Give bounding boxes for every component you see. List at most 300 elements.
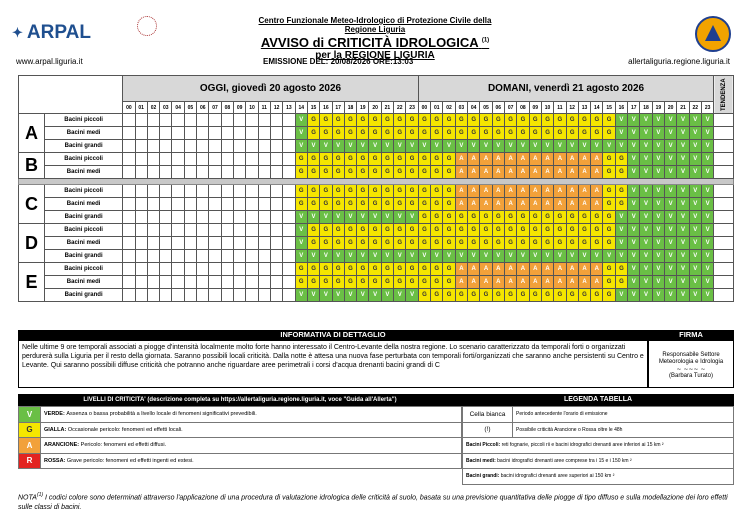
level-cell: G <box>307 166 319 179</box>
level-cell: G <box>443 153 455 166</box>
hour-label: 01 <box>135 102 147 114</box>
hour-label: 07 <box>504 102 516 114</box>
level-cell <box>209 263 221 276</box>
level-cell: V <box>431 140 443 153</box>
hour-label: 17 <box>332 102 344 114</box>
level-cell: A <box>504 153 516 166</box>
level-cell <box>246 114 258 127</box>
level-cell: G <box>406 224 418 237</box>
level-cell: G <box>443 127 455 140</box>
level-cell <box>147 185 159 198</box>
zone-label: D <box>19 224 45 263</box>
hour-label: 12 <box>566 102 578 114</box>
tendenza-cell <box>714 127 734 140</box>
level-cell: G <box>320 276 332 289</box>
level-cell <box>221 185 233 198</box>
level-cell: A <box>504 263 516 276</box>
level-cell: A <box>591 166 603 179</box>
tendenza-cell <box>714 289 734 302</box>
level-cell: V <box>332 140 344 153</box>
level-cell: V <box>628 289 640 302</box>
level-cell <box>283 140 295 153</box>
level-cell: G <box>406 127 418 140</box>
firma-role: Responsabile Settore Meteorologia e Idrologia <box>658 352 724 365</box>
level-cell: V <box>628 224 640 237</box>
zone-label: C <box>19 185 45 224</box>
level-cell: V <box>554 140 566 153</box>
bacino-label: Bacini medi <box>45 237 123 250</box>
centro-title: Centro Funzionale Meteo-Idrologico di Protezione Civile della Regione Liguria <box>258 16 492 34</box>
level-cell: V <box>295 211 307 224</box>
level-cell: V <box>344 250 356 263</box>
list-item <box>463 438 734 454</box>
level-cell: A <box>504 198 516 211</box>
level-cell <box>234 198 246 211</box>
tendenza-cell <box>714 198 734 211</box>
level-cell: G <box>357 166 369 179</box>
level-cell: G <box>431 211 443 224</box>
level-cell: A <box>455 166 467 179</box>
level-cell <box>270 140 282 153</box>
level-cell <box>283 127 295 140</box>
level-cell <box>221 237 233 250</box>
level-cell <box>258 185 270 198</box>
level-cell: A <box>455 263 467 276</box>
hour-label: 11 <box>554 102 566 114</box>
level-cell: A <box>517 198 529 211</box>
level-cell: G <box>344 114 356 127</box>
table-row <box>19 153 734 166</box>
level-cell: A <box>492 276 504 289</box>
level-cell <box>147 153 159 166</box>
level-cell: V <box>357 211 369 224</box>
level-cell: A <box>492 166 504 179</box>
level-cell <box>234 250 246 263</box>
level-cell <box>258 250 270 263</box>
level-cell: G <box>529 127 541 140</box>
level-cell <box>283 166 295 179</box>
level-cell: A <box>468 185 480 198</box>
level-cell: G <box>406 276 418 289</box>
level-cell: G <box>566 237 578 250</box>
level-cell <box>270 263 282 276</box>
level-cell <box>184 224 196 237</box>
hour-label: 00 <box>418 102 430 114</box>
level-cell: G <box>381 263 393 276</box>
bacino-label: Bacini medi <box>45 276 123 289</box>
level-cell: V <box>640 276 652 289</box>
level-cell: V <box>665 153 677 166</box>
level-cell: G <box>615 198 627 211</box>
bacino-label: Bacini piccoli <box>45 185 123 198</box>
level-cell: A <box>529 276 541 289</box>
level-cell <box>270 211 282 224</box>
level-cell: V <box>701 198 713 211</box>
level-cell: V <box>701 237 713 250</box>
hour-label: 08 <box>517 102 529 114</box>
level-cell: V <box>566 140 578 153</box>
level-cell <box>221 289 233 302</box>
hour-label: 05 <box>480 102 492 114</box>
level-cell: V <box>295 289 307 302</box>
level-cell <box>258 153 270 166</box>
zone-label: B <box>19 153 45 179</box>
livelli-table <box>18 406 462 469</box>
level-cell <box>123 263 135 276</box>
level-cell <box>172 114 184 127</box>
level-cell: V <box>394 250 406 263</box>
level-cell: V <box>615 289 627 302</box>
level-cell: V <box>677 198 689 211</box>
hour-label: 06 <box>197 102 209 114</box>
arpal-logo: ✦ ARPAL <box>12 22 91 43</box>
page-title: AVVISO di CRITICITÀ IDROLOGICA $^{(1)}$ <box>260 35 490 50</box>
tendenza-cell <box>714 185 734 198</box>
level-cell <box>209 250 221 263</box>
level-cell: G <box>406 185 418 198</box>
level-cell: V <box>615 211 627 224</box>
level-cell: G <box>517 237 529 250</box>
level-cell: V <box>701 185 713 198</box>
level-cell: G <box>615 153 627 166</box>
hour-label: 04 <box>468 102 480 114</box>
liguria-map-icon <box>19 76 123 114</box>
level-cell: V <box>689 198 701 211</box>
level-cell: G <box>529 114 541 127</box>
level-cell: G <box>504 127 516 140</box>
hour-label: 10 <box>541 102 553 114</box>
level-cell: G <box>566 224 578 237</box>
level-cell: V <box>701 166 713 179</box>
level-cell: G <box>406 198 418 211</box>
level-cell: G <box>443 224 455 237</box>
bacino-label: Bacini piccoli <box>45 153 123 166</box>
level-cell: G <box>418 185 430 198</box>
level-cell <box>160 211 172 224</box>
level-cell: V <box>652 185 664 198</box>
list-item <box>463 422 734 438</box>
table-row <box>19 276 734 289</box>
level-cell <box>234 153 246 166</box>
bacino-label: Bacini piccoli <box>45 263 123 276</box>
level-cell: G <box>307 185 319 198</box>
level-cell <box>160 289 172 302</box>
hour-label: 15 <box>307 102 319 114</box>
level-cell: V <box>480 250 492 263</box>
level-cell: G <box>492 211 504 224</box>
tendenza-cell <box>714 140 734 153</box>
level-cell: V <box>665 166 677 179</box>
level-cell <box>197 237 209 250</box>
level-cell: G <box>307 153 319 166</box>
level-cell: G <box>357 237 369 250</box>
hour-label: 06 <box>492 102 504 114</box>
level-cell <box>172 237 184 250</box>
level-cell <box>209 127 221 140</box>
level-cell: G <box>357 198 369 211</box>
level-cell: G <box>307 237 319 250</box>
level-cell: A <box>541 153 553 166</box>
level-cell: V <box>689 263 701 276</box>
table-row <box>19 211 734 224</box>
level-cell: G <box>381 185 393 198</box>
level-cell: G <box>307 114 319 127</box>
level-cell: V <box>369 140 381 153</box>
level-cell: V <box>406 140 418 153</box>
level-cell: V <box>381 250 393 263</box>
level-cell: A <box>578 276 590 289</box>
level-cell <box>123 211 135 224</box>
level-cell: G <box>394 114 406 127</box>
level-cell <box>246 140 258 153</box>
level-cell: V <box>677 140 689 153</box>
level-cell: G <box>455 289 467 302</box>
livelli-header: LIVELLI DI CRITICITA' (descrizione completa su https://allertaliguria.regione.liguria.it, voce "Guida all'Allerta") <box>18 394 462 406</box>
level-cell: A <box>517 263 529 276</box>
level-cell: V <box>677 127 689 140</box>
level-cell: V <box>701 263 713 276</box>
allerta-link[interactable]: allertaliguria.regione.liguria.it <box>628 57 730 66</box>
level-cell: G <box>480 114 492 127</box>
level-cell <box>160 198 172 211</box>
level-cell <box>123 289 135 302</box>
level-cell: V <box>320 289 332 302</box>
level-cell <box>160 224 172 237</box>
level-cell: A <box>455 185 467 198</box>
bacino-label: Bacini grandi <box>45 140 123 153</box>
level-cell: G <box>529 211 541 224</box>
level-cell <box>258 166 270 179</box>
level-cell <box>123 198 135 211</box>
level-cell: V <box>615 250 627 263</box>
level-cell: G <box>418 263 430 276</box>
page-subtitle: per la REGIONE LIGURIA <box>315 50 435 61</box>
level-cell: G <box>394 198 406 211</box>
level-cell: V <box>652 237 664 250</box>
level-cell: V <box>615 114 627 127</box>
level-cell <box>135 153 147 166</box>
level-cell: G <box>381 127 393 140</box>
hour-label: 19 <box>357 102 369 114</box>
level-cell: A <box>554 153 566 166</box>
level-cell: V <box>689 166 701 179</box>
level-cell: G <box>554 211 566 224</box>
level-cell: V <box>665 127 677 140</box>
level-cell: V <box>603 140 615 153</box>
level-cell: G <box>332 153 344 166</box>
tendenza-cell <box>714 153 734 166</box>
level-cell: V <box>492 250 504 263</box>
level-cell: V <box>640 185 652 198</box>
level-cell: G <box>295 263 307 276</box>
level-cell: A <box>529 198 541 211</box>
level-cell: A <box>455 153 467 166</box>
level-cell: G <box>591 224 603 237</box>
tendenza-cell <box>714 263 734 276</box>
bacino-label: Bacini piccoli <box>45 114 123 127</box>
level-cell: G <box>431 166 443 179</box>
level-cell <box>184 198 196 211</box>
legend-key: (!) <box>463 422 513 438</box>
level-cell: V <box>381 140 393 153</box>
level-cell: G <box>603 198 615 211</box>
level-cell: A <box>554 185 566 198</box>
level-cell: A <box>455 198 467 211</box>
level-cell: G <box>566 114 578 127</box>
level-cell: V <box>529 250 541 263</box>
level-cell: G <box>554 224 566 237</box>
level-cell: G <box>566 289 578 302</box>
level-cell <box>258 127 270 140</box>
level-cell: G <box>381 276 393 289</box>
level-cell: G <box>443 211 455 224</box>
level-cell: G <box>295 166 307 179</box>
level-cell: G <box>504 211 516 224</box>
level-cell: V <box>652 127 664 140</box>
level-cell <box>123 127 135 140</box>
level-cell: G <box>418 289 430 302</box>
level-desc: GIALLA: Occasionale pericolo: fenomeni ed effetti locali. <box>41 422 462 438</box>
level-cell <box>135 114 147 127</box>
level-cell: G <box>418 276 430 289</box>
tendenza-cell <box>714 166 734 179</box>
level-cell: G <box>369 237 381 250</box>
level-cell: G <box>418 211 430 224</box>
level-cell: V <box>689 211 701 224</box>
level-cell: V <box>307 250 319 263</box>
level-cell: G <box>344 263 356 276</box>
level-cell <box>234 211 246 224</box>
level-cell <box>197 276 209 289</box>
level-cell: V <box>665 276 677 289</box>
level-cell: G <box>344 185 356 198</box>
level-cell: G <box>492 127 504 140</box>
level-cell: G <box>381 114 393 127</box>
level-cell: V <box>689 224 701 237</box>
legend-desc: Periodo antecedente l'orario di emissione <box>513 407 734 423</box>
level-cell <box>283 276 295 289</box>
level-cell: V <box>628 198 640 211</box>
level-cell: V <box>295 114 307 127</box>
level-cell <box>283 185 295 198</box>
level-cell: V <box>541 140 553 153</box>
level-cell <box>135 166 147 179</box>
level-cell: V <box>394 140 406 153</box>
level-cell: A <box>591 198 603 211</box>
level-cell: G <box>541 224 553 237</box>
level-cell: G <box>369 198 381 211</box>
level-cell: V <box>344 140 356 153</box>
level-cell: G <box>394 185 406 198</box>
level-cell: V <box>652 114 664 127</box>
level-cell: G <box>431 224 443 237</box>
level-cell: G <box>381 153 393 166</box>
level-cell: V <box>615 140 627 153</box>
legend-bacino: Bacini grandi: bacini idrografici drenanti aree superiori ai 150 km ² <box>463 469 734 485</box>
level-cell <box>270 237 282 250</box>
level-cell: V <box>652 250 664 263</box>
level-cell: G <box>603 166 615 179</box>
level-cell: V <box>665 263 677 276</box>
title-box <box>253 16 497 61</box>
level-cell: G <box>615 263 627 276</box>
list-item <box>19 438 462 454</box>
level-cell: A <box>541 276 553 289</box>
level-cell: G <box>431 237 443 250</box>
level-cell: G <box>480 224 492 237</box>
tendenza-label: TENDENZA <box>714 76 734 114</box>
level-cell: G <box>357 276 369 289</box>
level-cell <box>172 289 184 302</box>
level-cell: G <box>332 127 344 140</box>
level-cell <box>221 127 233 140</box>
level-cell: V <box>406 250 418 263</box>
level-cell: V <box>701 153 713 166</box>
arpal-link[interactable]: www.arpal.liguria.it <box>16 57 83 66</box>
level-cell: G <box>578 289 590 302</box>
level-cell <box>283 153 295 166</box>
level-cell <box>246 211 258 224</box>
level-cell: G <box>431 263 443 276</box>
level-cell: G <box>517 114 529 127</box>
level-cell <box>135 263 147 276</box>
level-cell <box>197 250 209 263</box>
level-cell: G <box>332 185 344 198</box>
level-cell: V <box>468 140 480 153</box>
level-cell <box>246 153 258 166</box>
level-cell: G <box>517 289 529 302</box>
level-cell: G <box>603 114 615 127</box>
hour-label: 19 <box>652 102 664 114</box>
hour-label: 08 <box>221 102 233 114</box>
level-cell <box>172 140 184 153</box>
level-cell <box>172 185 184 198</box>
level-cell <box>147 237 159 250</box>
level-cell: V <box>701 114 713 127</box>
hour-label: 07 <box>209 102 221 114</box>
hour-label: 00 <box>123 102 135 114</box>
list-item <box>19 407 462 423</box>
level-cell: V <box>628 263 640 276</box>
level-cell: G <box>344 224 356 237</box>
level-cell <box>135 289 147 302</box>
level-cell: G <box>332 198 344 211</box>
level-cell <box>270 153 282 166</box>
hour-label: 09 <box>234 102 246 114</box>
level-cell: A <box>591 153 603 166</box>
level-cell: V <box>665 140 677 153</box>
level-cell: V <box>369 289 381 302</box>
level-cell: A <box>480 153 492 166</box>
hour-label: 03 <box>160 102 172 114</box>
level-cell: G <box>517 127 529 140</box>
level-cell: G <box>591 211 603 224</box>
level-cell: G <box>307 276 319 289</box>
level-cell <box>197 114 209 127</box>
level-cell: G <box>357 153 369 166</box>
level-cell <box>135 250 147 263</box>
level-cell <box>160 263 172 276</box>
level-cell <box>246 263 258 276</box>
table-row <box>19 289 734 302</box>
level-cell <box>221 250 233 263</box>
level-cell <box>135 185 147 198</box>
level-cell: G <box>369 166 381 179</box>
level-cell <box>172 198 184 211</box>
level-cell: V <box>701 211 713 224</box>
level-cell: V <box>628 237 640 250</box>
level-cell: V <box>640 127 652 140</box>
